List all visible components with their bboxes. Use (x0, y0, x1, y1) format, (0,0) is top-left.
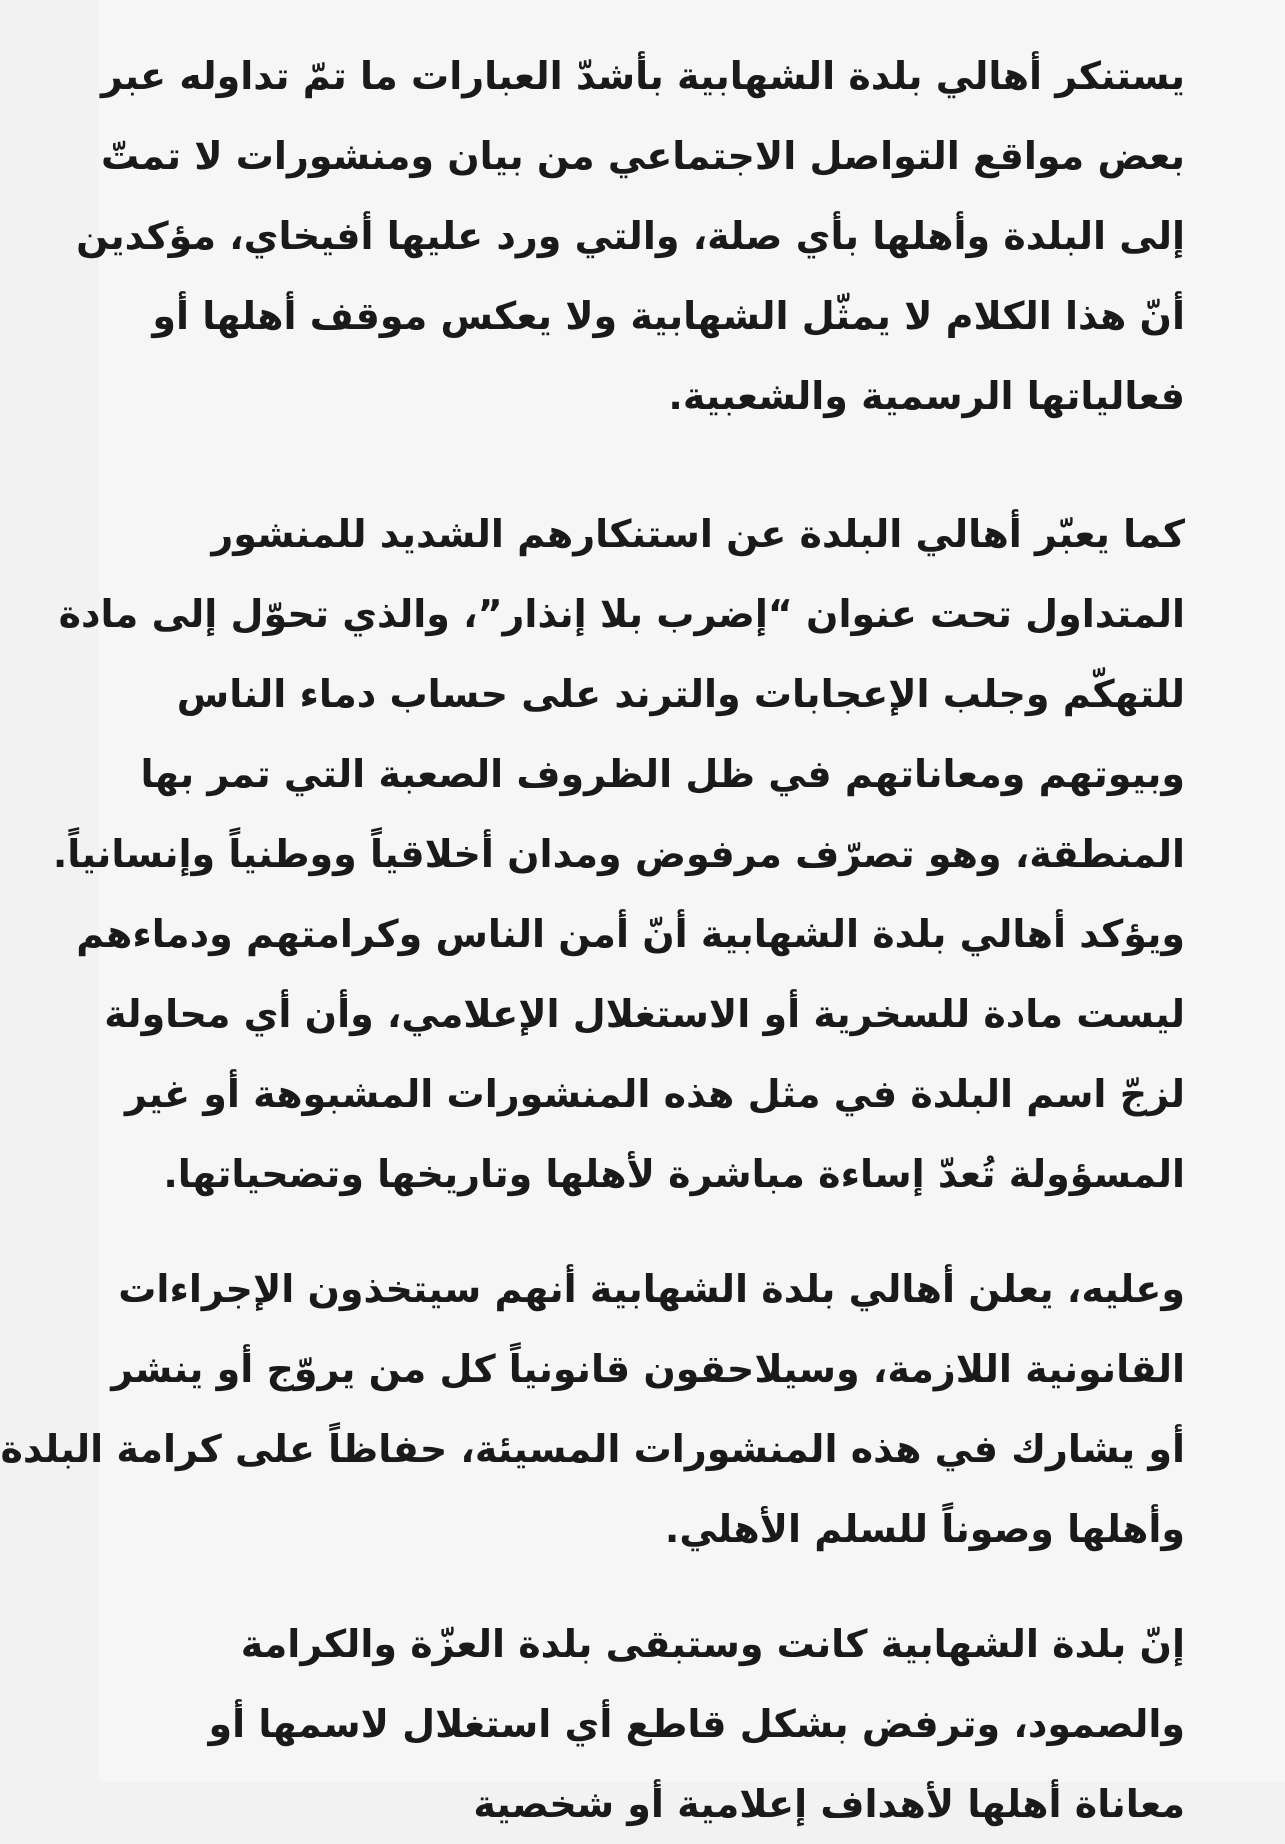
text-line: أو يشارك في هذه المنشورات المسيئة، حفاظاً على كرامة البلدة (0, 1427, 1185, 1471)
text-line: معاناة أهلها لأهداف إعلامية أو شخصية (473, 1782, 1185, 1826)
text-line: القانونية اللازمة، وسيلاحقون قانونياً كل من يروّج أو ينشر (111, 1347, 1185, 1391)
statement-text (0, 36, 1185, 1844)
text-line: فعالياتها الرسمية والشعبية. (668, 374, 1185, 418)
paragraph-3 (0, 1249, 1185, 1569)
text-line: المنطقة، وهو تصرّف مرفوض ومدان أخلاقياً ووطنياً وإنسانياً. (52, 832, 1185, 876)
text-line: أنّ هذا الكلام لا يمثّل الشهابية ولا يعكس موقف أهلها أو (152, 294, 1185, 338)
paragraph-spacer (125, 1569, 1185, 1604)
text-line: ويؤكد أهالي بلدة الشهابية أنّ أمن الناس وكرامتهم ودماءهم (76, 912, 1185, 956)
text-line: وبيوتهم ومعاناتهم في ظل الظروف الصعبة التي تمر بها (140, 752, 1185, 796)
text-line: والصمود، وترفض بشكل قاطع أي استغلال لاسمها أو (208, 1702, 1185, 1746)
text-line: المتداول تحت عنوان “إضرب بلا إنذار”، والذي تحوّل إلى مادة (58, 592, 1185, 636)
paragraph-spacer (125, 1214, 1185, 1249)
text-line: المسؤولة تُعدّ إساءة مباشرة لأهلها وتاريخها وتضحياتها. (163, 1152, 1185, 1196)
text-line: إلى البلدة وأهلها بأي صلة، والتي ورد عليها أفيخاي، مؤكدين (76, 214, 1185, 258)
text-line: لزجّ اسم البلدة في مثل هذه المنشورات المشبوهة أو غير (124, 1072, 1185, 1116)
paragraph-spacer (125, 436, 1185, 494)
paragraph-4 (125, 1604, 1185, 1844)
text-line: كما يعبّر أهالي البلدة عن استنكارهم الشديد للمنشور (211, 512, 1185, 556)
text-line: للتهكّم وجلب الإعجابات والترند على حساب دماء الناس (176, 672, 1185, 716)
text-line: يستنكر أهالي بلدة الشهابية بأشدّ العبارات ما تمّ تداوله عبر (100, 54, 1185, 98)
text-line: ليست مادة للسخرية أو الاستغلال الإعلامي، وأن أي محاولة (104, 992, 1185, 1036)
text-line: بعض مواقع التواصل الاجتماعي من بيان ومنشورات لا تمتّ (101, 134, 1185, 178)
text-line: إنّ بلدة الشهابية كانت وستبقى بلدة العزّة والكرامة (240, 1622, 1185, 1666)
text-line: وعليه، يعلن أهالي بلدة الشهابية أنهم سيتخذون الإجراءات (118, 1267, 1185, 1311)
paragraph-1 (76, 36, 1185, 436)
text-line: وأهلها وصوناً للسلم الأهلي. (664, 1507, 1185, 1551)
paragraph-2 (52, 494, 1185, 1214)
